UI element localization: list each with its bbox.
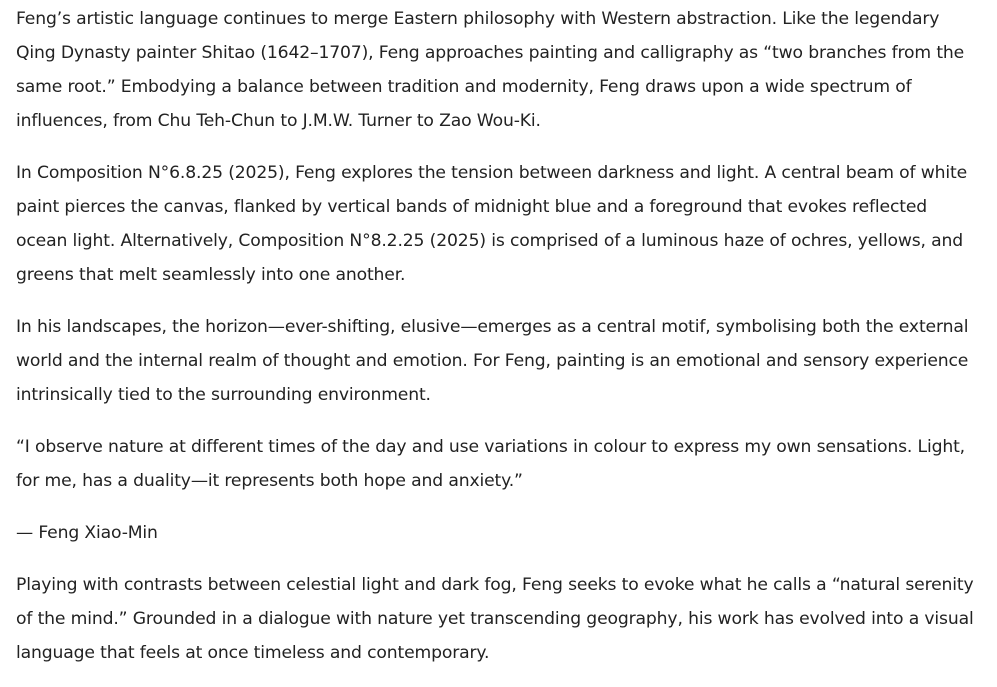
paragraph-landscapes: In his landscapes, the horizon—ever-shifting, elusive—emerges as a central motif, symbolising both the external world and the internal realm of thought and emotion. For Feng, painting is an emotional and sensory experience intrinsically tied to the surrounding environment. [16,317,969,405]
paragraph-conclusion: Playing with contrasts between celestial light and dark fog, Feng seeks to evoke what he calls a “natural serenity of the mind.” Grounded in a dialogue with nature yet transcending geography, his work has evolved into a visual language that feels at once timeless and contemporary. [16,575,974,663]
quote-attribution: — Feng Xiao-Min [16,523,158,543]
artist-quote: “I observe nature at different times of the day and use variations in colour to express my own sensations. Light, for me, has a duality—it represents both hope and anxiety.” [16,437,965,491]
paragraph-intro: Feng’s artistic language continues to merge Eastern philosophy with Western abstraction. Like the legendary Qing Dynasty painter Shitao (1642–1707), Feng approaches painting and calligraphy as “two branches from the same root.” Embodying a balance between tradition and modernity, Feng draws upon a wide spectrum of influences, from Chu Teh-Chun to J.M.W. Turner to Zao Wou-Ki. [16,9,965,131]
paragraph-compositions: In Composition N°6.8.25 (2025), Feng explores the tension between darkness and light. A central beam of white paint pierces the canvas, flanked by vertical bands of midnight blue and a foreground that evokes reflected ocean light. Alternatively, Composition N°8.2.25 (2025) is comprised of a luminous haze of ochres, yellows, and greens that melt seamlessly into one another. [16,163,968,285]
